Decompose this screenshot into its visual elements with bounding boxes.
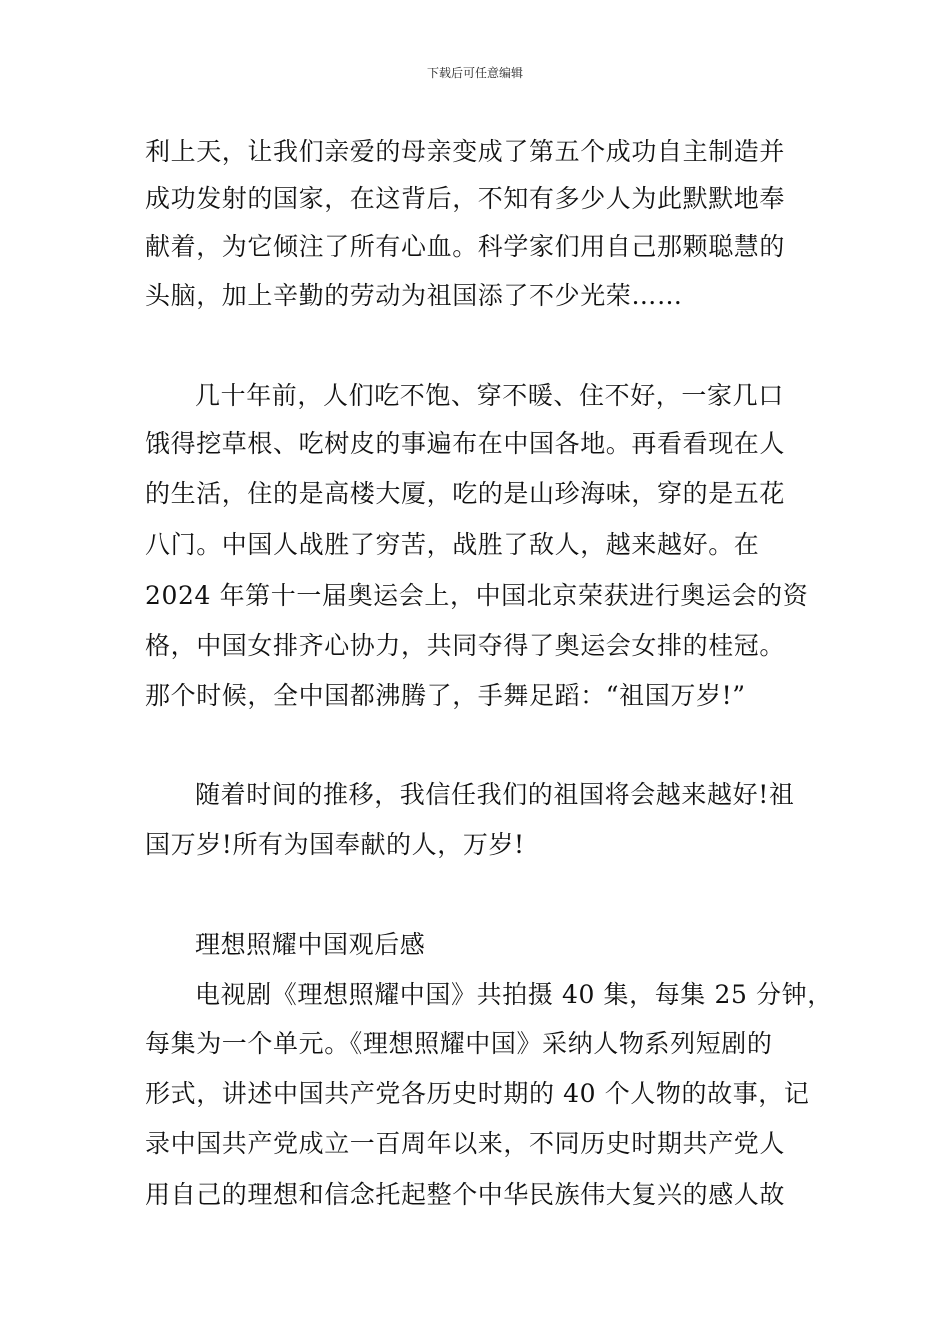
text-line: 用自己的理想和信念托起整个中华民族伟大复兴的感人故 (145, 1180, 786, 1209)
text-line: 电视剧《理想照耀中国》共拍摄 40 集，每集 25 分钟， (195, 980, 833, 1009)
text-line: 的生活，住的是高楼大厦，吃的是山珍海味，穿的是五花 (145, 479, 786, 508)
text-line: 成功发射的国家，在这背后，不知有多少人为此默默地奉 (145, 184, 786, 213)
text-line: 随着时间的推移，我信任我们的祖国将会越来越好!祖 (195, 780, 795, 809)
text-line: 利上天，让我们亲爱的母亲变成了第五个成功自主制造并 (145, 137, 786, 166)
text-line: 每集为一个单元。《理想照耀中国》采纳人物系列短剧的 (145, 1029, 773, 1058)
text-line: 头脑，加上辛勤的劳动为祖国添了不少光荣…… (145, 281, 683, 310)
text-line: 国万岁!所有为国奉献的人，万岁! (145, 830, 525, 859)
text-line: 饿得挖草根、吃树皮的事遍布在中国各地。再看看现在人 (145, 429, 786, 458)
text-line: 八门。中国人战胜了穷苦，战胜了敌人，越来越好。在 (145, 530, 760, 559)
text-line: 2024 年第十一届奥运会上，中国北京荣获进行奥运会的资 (145, 581, 809, 610)
section-title: 理想照耀中国观后感 (195, 930, 426, 959)
text-line: 形式，讲述中国共产党各历史时期的 40 个人物的故事，记 (145, 1079, 810, 1108)
text-line: 格，中国女排齐心协力，共同夺得了奥运会女排的桂冠。 (145, 631, 786, 660)
text-line: 那个时候，全中国都沸腾了，手舞足蹈：“祖国万岁!” (145, 681, 746, 710)
text-line: 录中国共产党成立一百周年以来，不同历史时期共产党人 (145, 1129, 786, 1158)
page-header: 下载后可任意编辑 (426, 66, 523, 80)
text-line: 几十年前，人们吃不饱、穿不暖、住不好，一家几口 (195, 381, 784, 410)
text-line: 献着，为它倾注了所有心血。科学家们用自己那颗聪慧的 (145, 232, 786, 261)
